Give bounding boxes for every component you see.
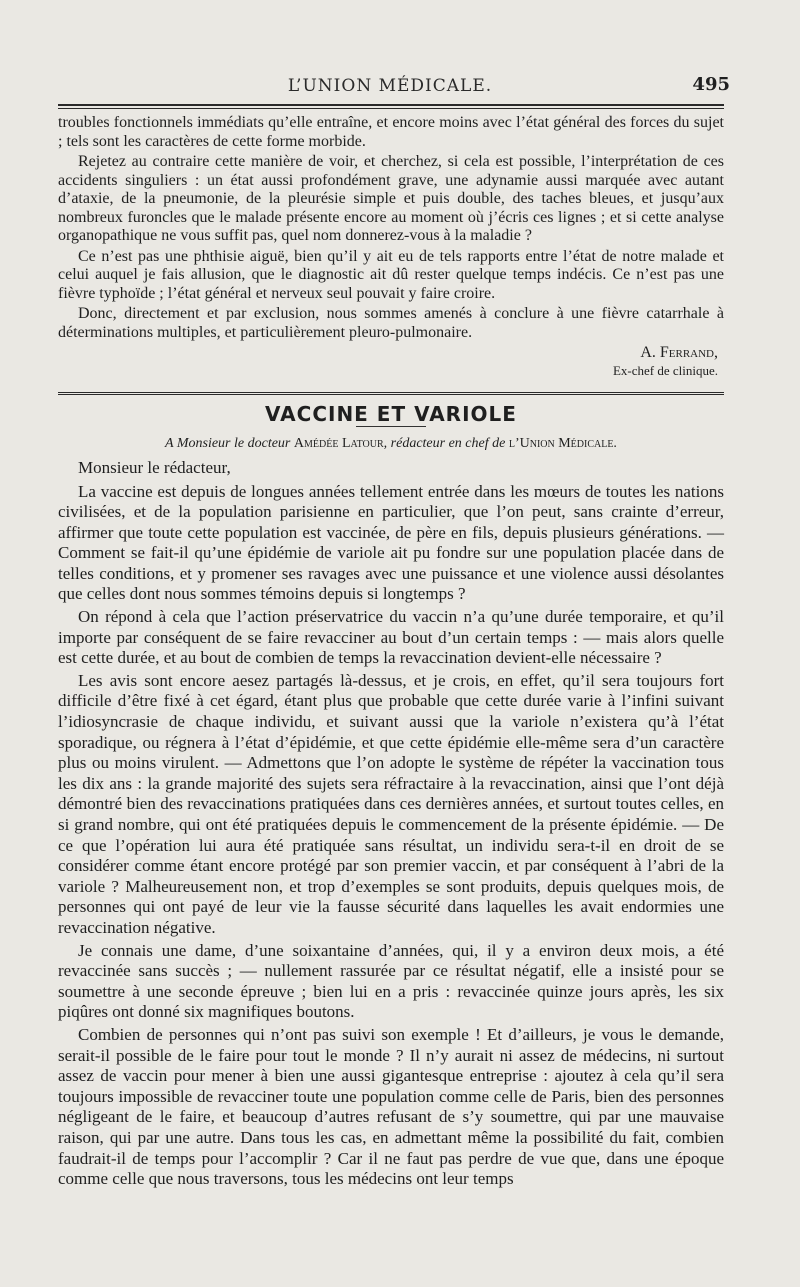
dedication-middle: , rédacteur en chef de bbox=[383, 435, 506, 451]
running-header bbox=[58, 72, 730, 102]
paragraph: Les avis sont encore aesez partagés là-dessus, et je crois, en effet, qu’il sera toujours fort difficile d’être fixé à cet égard, étant plus que probable que cette durée varie à l’infini suivant l’idiosyncrasie de chaque individu, et suivant aussi que la variole n’existera qu’à l’état sporadique, ou régnera à l’état d’épidémie, et que cette épidémie elle-même sera d’un caractère plus ou moins virulent. — Admettons que l’on adopte le système de répéter la vaccination tous les dix ans : la grande majorité des sujets sera réfractaire à la revaccination, ainsi que l’ont déjà démontré bien des revaccinations pratiquées dans ces dernières années, et surtout toutes celles, en si grand nombre, qui ont été pratiquées depuis le commencement de la présente épidémie. — De ce que l’opération lui aura été pratiquée sans résultat, un individu sera-t-il en droit de se considérer comme étant encore protégé par son premier vaccin, et par conséquent à l’abri de la variole ? Malheureusement non, et trop d’exemples se sont produits, depuis quelques mois, de personnes qui ont payé de leur vie la fausse sécurité dans laquelles les avait endormies une revaccination négative. bbox=[58, 670, 724, 937]
section-title: VACCINE ET VARIOLE bbox=[265, 402, 517, 426]
header-rule-thin bbox=[58, 108, 724, 109]
paragraph: Ce n’est pas une phthisie aiguë, bien qu’il y ait eu de tels rapports entre l’état de notre malade et celui auquel je fais allusion, que le diagnostic ait dû rester quelque temps indécis. Ce n’est pas une fièvre typhoïde ; l’état général et nerveux seul pouvait y faire croire. bbox=[58, 247, 724, 302]
dedication-journal: l’Union Médicale. bbox=[508, 435, 617, 451]
paragraph: Combien de personnes qui n’ont pas suivi son exemple ! Et d’ailleurs, je vous le demande, serait-il possible de le faire pour tout le monde ? Il n’y aurait ni assez de médecins, ni surtout assez de vaccin pour mener à bien une aussi gigantesque entreprise : ajoutez à cela qu’il sera toujours impossible de revacciner toute une population comme celle de Paris, bien des personnes négligeant de le faire, et beaucoup d’autres refusant de s’y soumettre, qui par une mauvaise raison, qui par une autre. Dans tous les cas, en admettant même la possibilité du fait, combien faudrait-il de temps pour l’accomplir ? Car il ne faut pas perdre de vue que, dans une époque comme celle que nous traversons, tous les médecins ont leur temps bbox=[58, 1024, 724, 1189]
dedication-prefix: A Monsieur le docteur bbox=[165, 435, 291, 451]
dedication-name: Amédée Latour bbox=[293, 435, 384, 451]
paragraph: La vaccine est depuis de longues années tellement entrée dans les mœurs de toutes les nations civilisées, et de la population parisienne en particulier, que l’on peut, sans crainte d’erreur, affirmer que toute cette population est vaccinée, de père en fils, depuis plusieurs générations. — Comment se fait-il qu’une épidémie de variole ait pu fondre sur une population placée dans de telles conditions, et y promener ses ravages avec une puissance et une violence aussi désolantes que celles dont nous sommes témoins depuis si longtemps ? bbox=[58, 481, 724, 604]
page-number: 495 bbox=[692, 74, 730, 95]
paragraph: On répond à cela que l’action préservatrice du vaccin n’a qu’une durée temporaire, et qu’il importe par conséquent de se faire revacciner au bout d’un certain temps : — mais alors quelle est cette durée, et au bout de combien de temps la revaccination devient-elle nécessaire ? bbox=[58, 607, 724, 668]
signature-name: A. Ferrand, bbox=[640, 344, 718, 361]
letter-body bbox=[58, 482, 724, 1190]
dedication bbox=[58, 435, 724, 454]
paragraph: Je connais une dame, d’une soixantaine d’années, qui, il y a environ deux mois, a été revaccinée sans succès ; — nullement rassurée par ce résultat négatif, elle a insisté pour se soumettre à une seconde épreuve ; bien lui en a pris : revaccinée quinze jours après, les six piqûres ont donné six magnifiques boutons. bbox=[58, 940, 724, 1022]
signature-block bbox=[58, 344, 718, 380]
signature-role: Ex-chef de clinique. bbox=[612, 363, 718, 378]
article-body bbox=[58, 114, 724, 1192]
paragraph: troubles fonctionnels immédiats qu’elle entraîne, et encore moins avec l’état général des forces du sujet ; tels sont les caractères de cette forme morbide. bbox=[58, 114, 724, 150]
paragraph: Donc, directement et par exclusion, nous sommes amenés à conclure à une fièvre catarrhale à déterminations multiples, et particulièrement pleuro-pulmonaire. bbox=[58, 305, 724, 341]
section-divider bbox=[58, 392, 724, 397]
header-rule bbox=[58, 104, 724, 106]
journal-title: L’UNION MÉDICALE. bbox=[287, 76, 493, 96]
salutation: Monsieur le rédacteur, bbox=[78, 458, 231, 477]
paragraph: Rejetez au contraire cette manière de voir, et cherchez, si cela est possible, l’interprétation de ces accidents singuliers : un état aussi profondément grave, une adynamie aussi marquée avec autant d’ataxie, de la pneumonie, de la pleurésie simple et puis double, des taches bleues, et jusqu’aux nombreux furoncles que le malade présente encore au moment où j’écris ces lignes ; et si cette analyse organopathique ne vous suffit pas, quel nom donnerez-vous à la maladie ? bbox=[58, 153, 724, 244]
